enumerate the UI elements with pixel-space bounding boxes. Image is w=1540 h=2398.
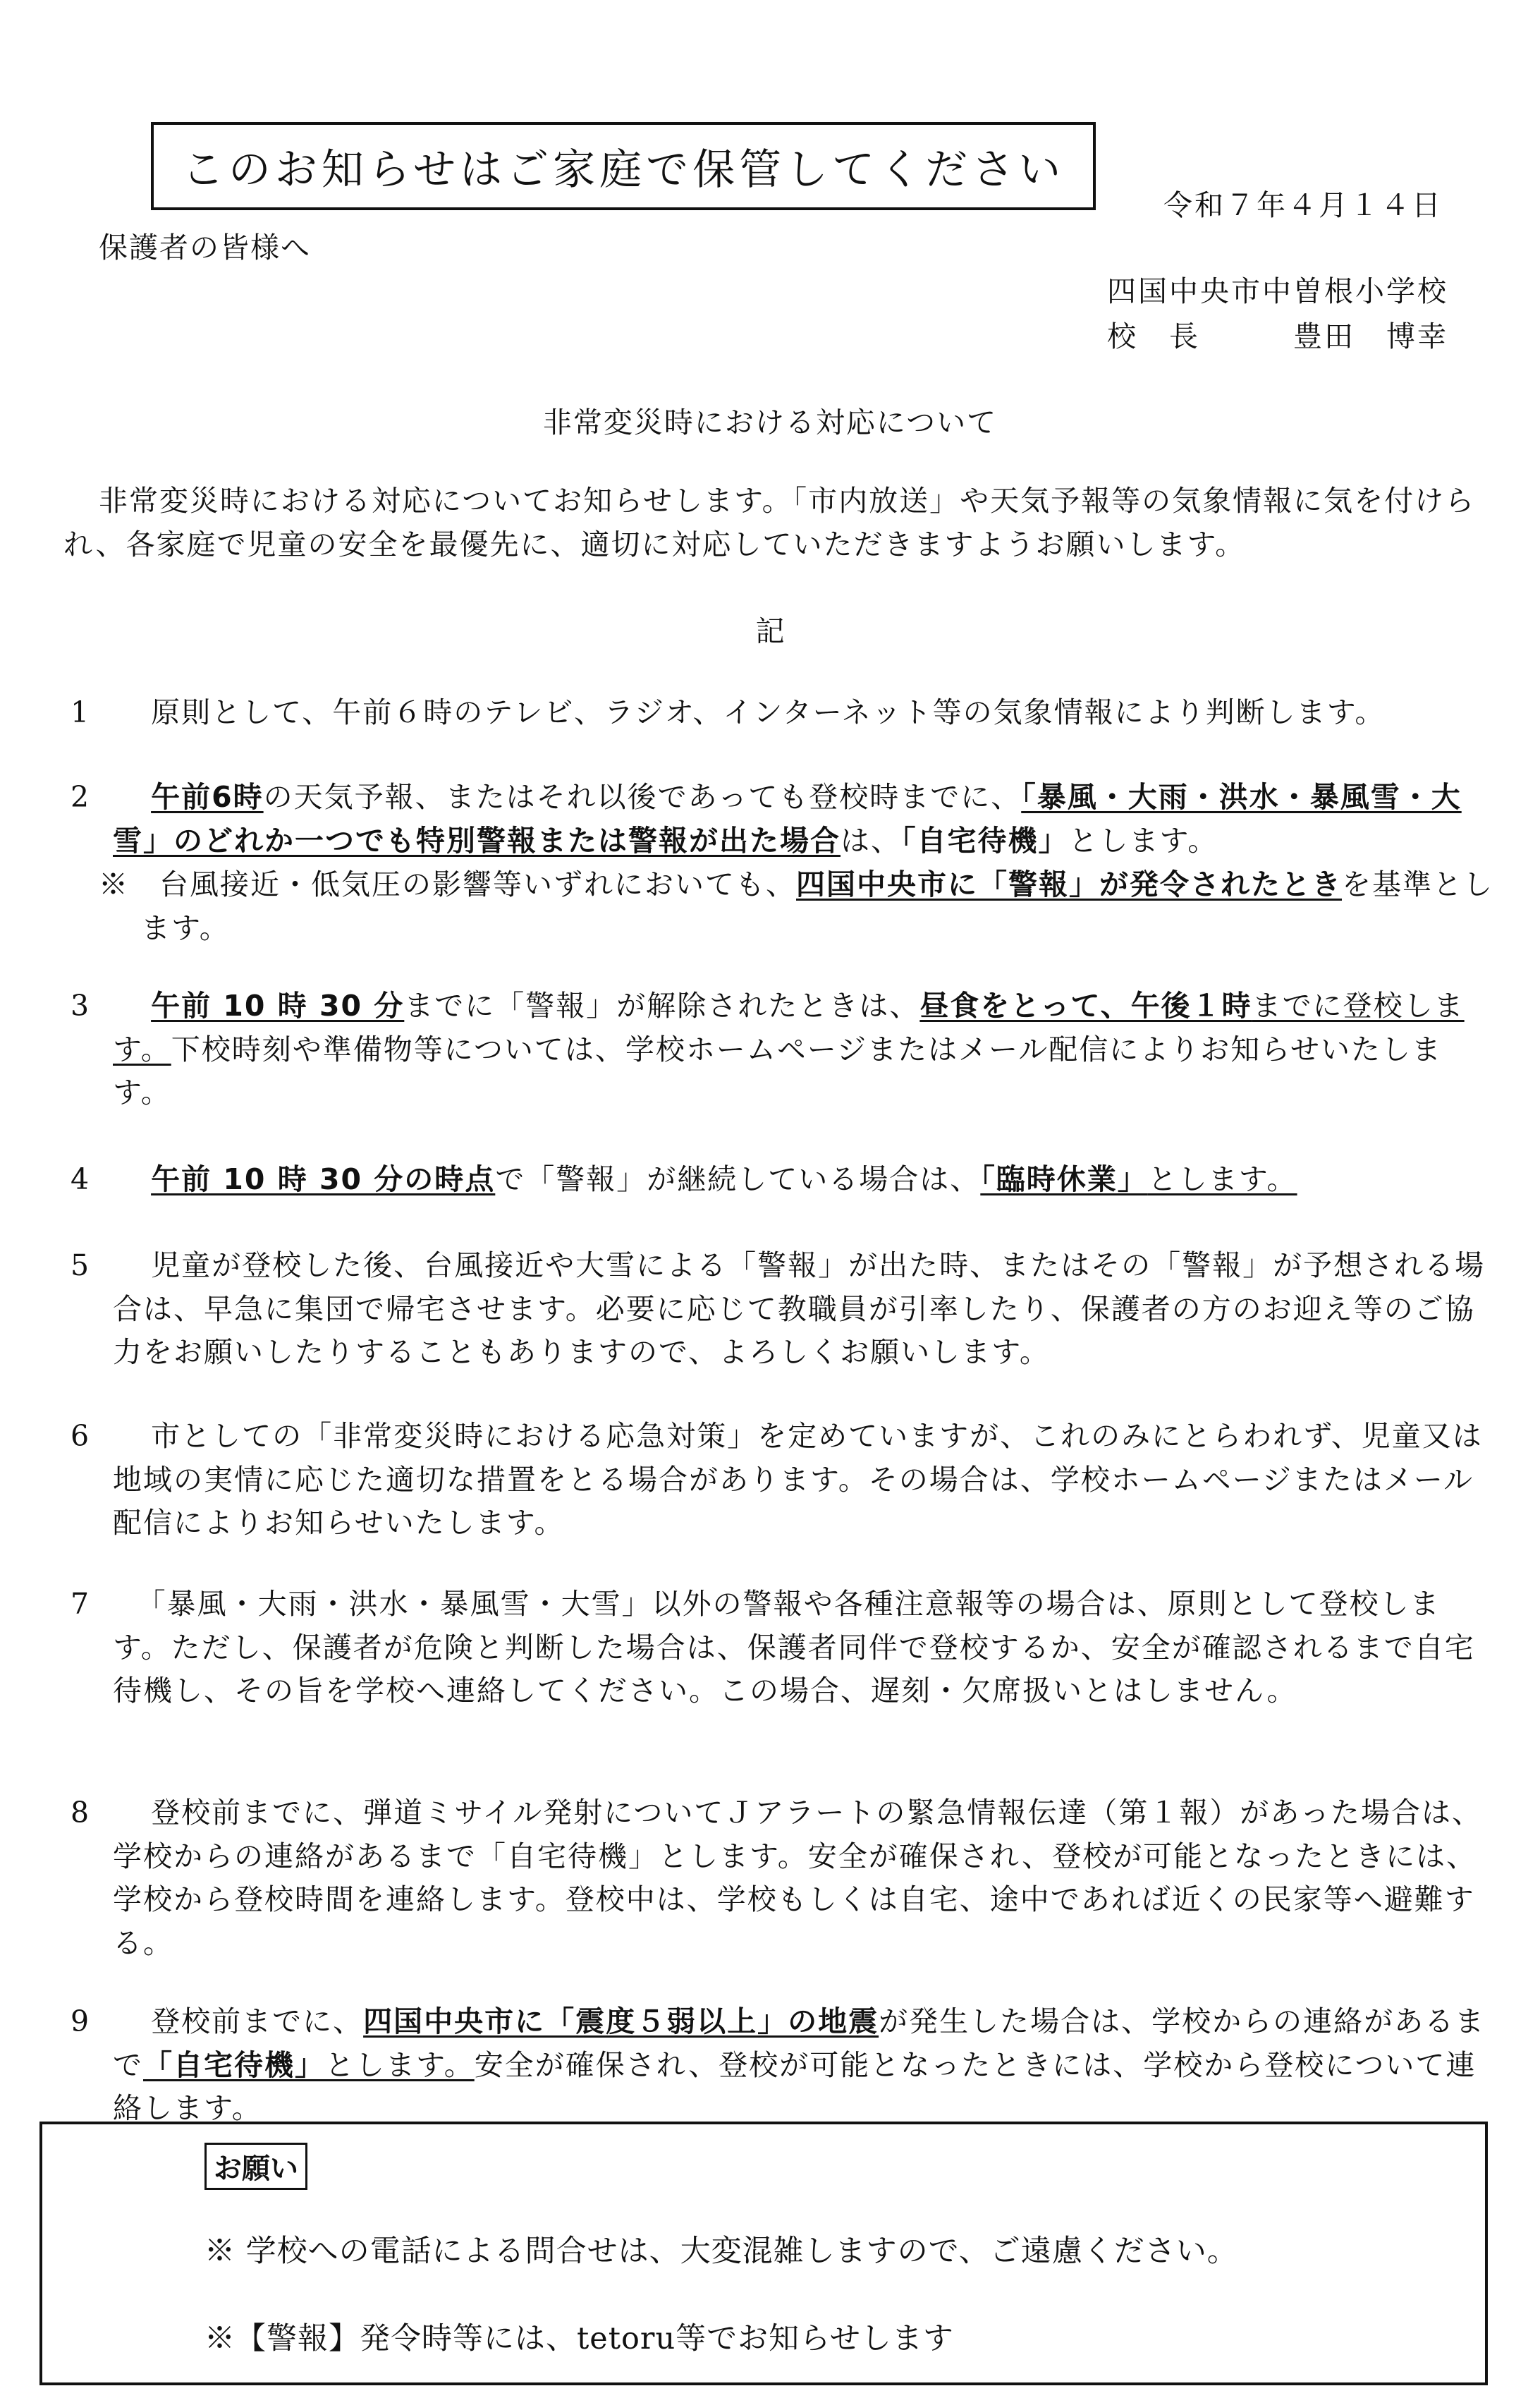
item-text: で「警報」が継続している場合は、 xyxy=(495,1162,981,1196)
item-text: が発生した場合は、学校からの連絡があるまで xyxy=(113,2004,1486,2082)
ki-heading: 記 xyxy=(755,614,785,648)
item-text: 市としての「非常変災時における応急対策」を定めていますが、これのみにとらわれず、児童又は地域の実情に応じた適切な措置をとる場合があります。その場合は、学校ホームページまたはメール配信によりお知らせいたします。 xyxy=(113,1419,1483,1540)
note-mark: ※ xyxy=(99,868,129,901)
list-item-9 xyxy=(71,2000,1495,2131)
document-subject: 非常変災時における対応について xyxy=(542,406,998,439)
emphasis-text: 午前 10 時 30 分の時点 xyxy=(151,1162,496,1196)
document-date: 令和７年４月１４日 xyxy=(1163,188,1443,222)
list-item-2 xyxy=(71,776,1495,863)
item-text: 登校前までに、弾道ミサイル発射についてＪアラートの緊急情報伝達（第１報）があった場合は、学校からの連絡があるまで「自宅待機」とします。安全が確保され、登校が可能となったときには、学校から登校時間を連絡します。登校中は、学校もしくは自宅、途中であれば近くの民家等へ避難する。 xyxy=(113,1796,1482,1960)
emphasis-text: 「自宅待機」 xyxy=(143,2047,325,2082)
item-text: 児童が登校した後、台風接近や大雪による「警報」が出た時、またはその「警報」が予想される場合は、早急に集団で帰宅させます。必要に応じて教職員が引率したり、保護者の方のお迎え等のご協力をお願いしたりすることもありますので、よろしくお願いします。 xyxy=(113,1248,1486,1369)
item-number: 3 xyxy=(71,989,91,1023)
item-text: までに登校します。 xyxy=(113,989,1465,1066)
item-number: 8 xyxy=(71,1796,91,1830)
emphasis-text: 昼食をとって、午後１時 xyxy=(919,989,1252,1023)
item-text: とします。 xyxy=(1068,823,1218,858)
list-item-4 xyxy=(71,1158,1495,1202)
item-number: 4 xyxy=(71,1162,91,1196)
list-item-5 xyxy=(71,1244,1495,1375)
item-text: とします。 xyxy=(325,2047,475,2082)
list-item-1 xyxy=(71,691,1495,735)
item-number: 2 xyxy=(71,780,91,814)
item-text: 下校時刻や準備物等については、学校ホームページまたはメール配信によりお知らせいたします。 xyxy=(113,1032,1443,1109)
note-text: 台風接近・低気圧の影響等いずれにおいても、 xyxy=(159,868,796,901)
item-number: 6 xyxy=(71,1419,91,1453)
item-number: 1 xyxy=(71,695,91,729)
item-2-note xyxy=(99,863,1495,950)
emphasis-text: 午前 10 時 30 分 xyxy=(151,989,405,1023)
principal-name: 校 長 豊田 博幸 xyxy=(1107,319,1448,353)
emphasis-text: 午前6時 xyxy=(151,780,264,814)
request-line-1: ※ 学校への電話による問合せは、大変混雑しますので、ご遠慮ください。 xyxy=(204,2234,1238,2269)
list-item-3 xyxy=(71,985,1495,1115)
item-text: 安全が確保され、登校が可能となったときには、学校から登校について連絡します。 xyxy=(113,2047,1477,2125)
item-number: 7 xyxy=(71,1587,91,1621)
list-item-6 xyxy=(71,1415,1495,1545)
intro-paragraph: 非常変災時における対応についてお知らせします。「市内放送」や天気予報等の気象情報に気を付けられ、各家庭で児童の安全を最優先に、適切に対応していただきますようお願いします。 xyxy=(63,484,1476,561)
request-label: お願い xyxy=(204,2143,307,2190)
emphasis-text: 「自宅待機」 xyxy=(901,823,1069,858)
request-line-2: ※【警報】発令時等には、tetoru等でお知らせします xyxy=(204,2321,954,2356)
emphasis-text: 「臨時休業」 xyxy=(980,1162,1148,1196)
greeting: 保護者の皆様へ xyxy=(99,231,311,264)
notice-text: このお知らせはご家庭で保管してください xyxy=(181,145,1065,195)
item-text: までに「警報」が解除されたときは、 xyxy=(404,989,920,1023)
item-text: の天気予報、またはそれ以後であっても登校時までに、 xyxy=(263,780,1022,814)
item-number: 5 xyxy=(71,1248,91,1282)
notice-box xyxy=(151,122,1096,210)
emphasis-text: 四国中央市に「震度５弱以上」の地震 xyxy=(363,2004,879,2038)
item-number: 9 xyxy=(71,2004,91,2038)
emphasis-text: 「暴風・大雨・洪水・暴風雪・大雪」のどれか一つでも特別警報または警報が出た場合 xyxy=(113,780,1462,858)
item-text: 「暴風・大雨・洪水・暴風雪・大雪」以外の警報や各種注意報等の場合は、原則として登校します。ただし、保護者が危険と判断した場合は、保護者同伴で登校するか、安全が確認されるまで自宅待機し、その旨を学校へ連絡してください。この場合、遅刻・欠席扱いとはしません。 xyxy=(113,1587,1475,1708)
item-text: は、 xyxy=(841,823,901,858)
emphasis-text: 四国中央市に「警報」が発令されたとき xyxy=(796,868,1342,901)
item-text: 原則として、午前６時のテレビ、ラジオ、インターネット等の気象情報により判断します。 xyxy=(151,695,1386,729)
list-item-8 xyxy=(71,1791,1495,1965)
school-name: 四国中央市中曽根小学校 xyxy=(1107,274,1448,308)
item-text: 登校前までに、 xyxy=(151,2004,364,2038)
item-text: とします。 xyxy=(1147,1162,1297,1196)
note-text: を基準とします。 xyxy=(141,868,1493,945)
list-item-7 xyxy=(71,1583,1495,1713)
